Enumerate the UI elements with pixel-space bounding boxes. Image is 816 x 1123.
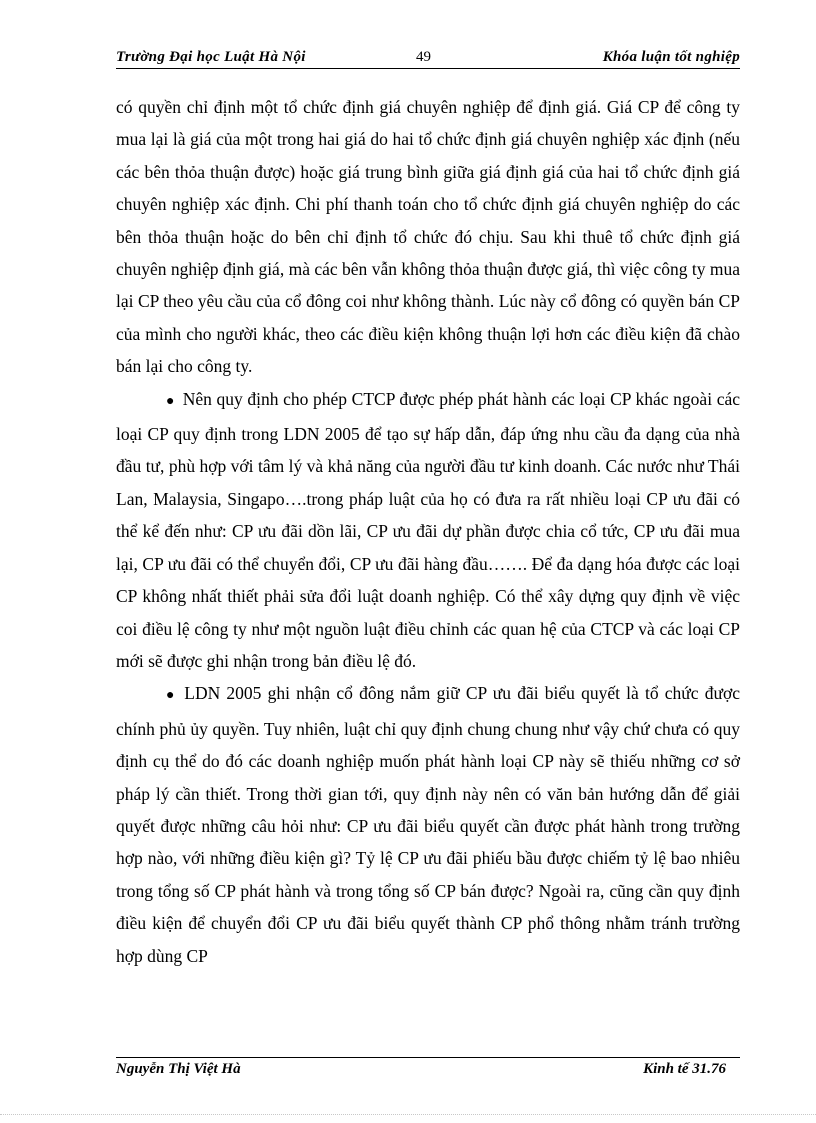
header-thesis-title: Khóa luận tốt nghiệp — [602, 49, 740, 65]
page-header — [116, 48, 740, 69]
paragraph-3-text: LDN 2005 ghi nhận cổ đông nắm giữ CP ưu đãi biểu quyết là tổ chức được chính phủ ủy quyền. Tuy nhiên, luật chỉ quy định chung chung như vậy chứ chưa có quy định cụ thể do đó các doanh nghiệp muốn phát hành loại CP này sẽ thiếu những cơ sở pháp lý cần thiết. Trong thời gian tới, quy định này nên có văn bản hướng dẫn để giải quyết được những câu hỏi như: CP ưu đãi biểu quyết cần được phát hành trong trường hợp nào, với những điều kiện gì? Tỷ lệ CP ưu đãi phiếu bầu được chiếm tỷ lệ bao nhiêu trong tổng số CP phát hành và trong tổng số CP bán được? Ngoài ra, cũng cần quy định điều kiện để chuyển đổi CP ưu đãi biểu quyết thành CP phổ thông nhằm tránh trường hợp dùng CP — [116, 683, 740, 966]
bullet-icon: ● — [166, 688, 177, 704]
footer-author: Nguyễn Thị Việt Hà — [116, 1061, 241, 1077]
paragraph-2-text: Nên quy định cho phép CTCP được phép phát hành các loại CP khác ngoài các loại CP quy định trong LDN 2005 để tạo sự hấp dẫn, đáp ứng nhu cầu đa dạng của nhà đầu tư, phù hợp với tâm lý và khả năng của người đầu tư kinh doanh. Các nước như Thái Lan, Malaysia, Singapo….trong pháp luật của họ có đưa ra rất nhiều loại CP ưu đãi có thể kể đến như: CP ưu đãi dồn lãi, CP ưu đãi dự phần được chia cổ tức, CP ưu đãi mua lại, CP ưu đãi có thể chuyển đổi, CP ưu đãi hàng đầu……. Để đa dạng hóa được các loại CP không nhất thiết phải sửa đổi luật doanh nghiệp. Có thể xây dựng quy định về việc coi điều lệ công ty như một nguồn luật điều chỉnh các quan hệ của CTCP và các loại CP mới sẽ được ghi nhận trong bản điều lệ đó. — [116, 388, 740, 671]
page-footer — [116, 1060, 740, 1082]
bullet-paragraph-2 — [116, 383, 740, 678]
footer-class: Kinh tế 31.76 — [643, 1061, 726, 1077]
document-body — [116, 91, 740, 972]
page-number: 49 — [416, 49, 431, 65]
page-edge-divider — [0, 1114, 816, 1115]
paragraph-1: có quyền chỉ định một tổ chức định giá chuyên nghiệp để định giá. Giá CP để công ty mua lại là giá của một trong hai giá do hai tổ chức định giá chuyên nghiệp xác định (nếu các bên thỏa thuận được) hoặc giá trung bình giữa giá định giá của hai tổ chức định giá chuyên nghiệp xác định. Chi phí thanh toán cho tổ chức định giá chuyên nghiệp do các bên thỏa thuận hoặc do bên chỉ định tổ chức đó chịu. Sau khi thuê tổ chức định giá chuyên nghiệp định giá, mà các bên vẫn không thỏa thuận được giá, thì việc công ty mua lại CP theo yêu cầu của cổ đông coi như không thành. Lúc này cổ đông có quyền bán CP của mình cho người khác, theo các điều kiện không thuận lợi hơn các điều kiện đã chào bán lại cho công ty. — [116, 97, 740, 377]
footer-divider — [116, 1057, 740, 1058]
header-school-name: Trường Đại học Luật Hà Nội — [116, 49, 306, 65]
bullet-paragraph-3 — [116, 677, 740, 972]
bullet-icon: ● — [166, 393, 175, 409]
